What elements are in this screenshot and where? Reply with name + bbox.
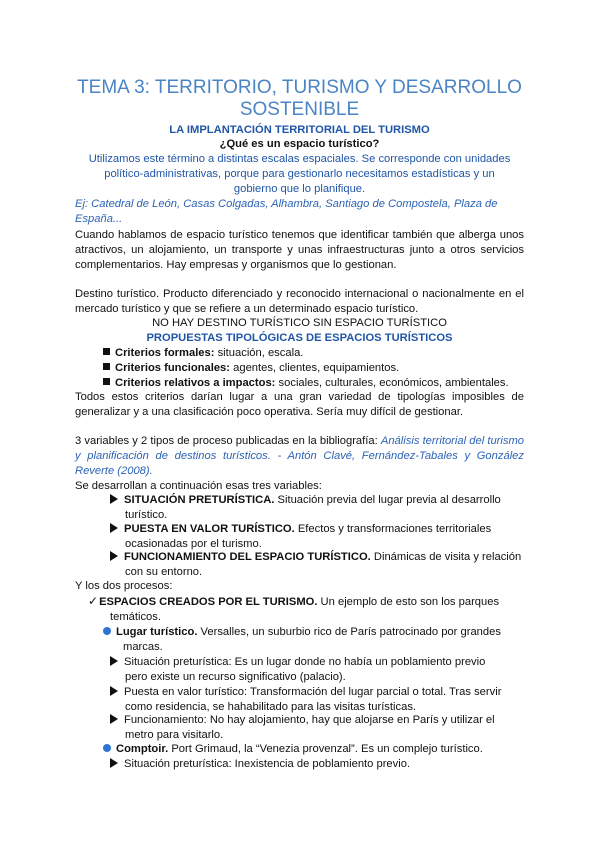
paragraph-espacio: Cuando hablamos de espacio turístico tenemos que identificar también que alberga unos atractivos, un alojamiento, un transporte y unas infraestructuras junto a otros servicios complementarios. Hay empresas y organismos que lo gestionan. xyxy=(75,229,524,271)
comptoir-item: Comptoir. Port Grimaud, la “Venezia provenzal”. Es un complejo turístico. xyxy=(103,742,483,757)
paragraph-criterios: Todos estos criterios darían lugar a una gran variedad de tipologías imposibles de generalizar y a una clasificación poco operativa. Sería muy difícil de gestionar. xyxy=(75,391,524,418)
variables-intro: Se desarrollan a continuación esas tres variables: xyxy=(75,480,322,492)
checkmark-icon: ✓ xyxy=(88,594,99,608)
criteria-item: Criterios funcionales: agentes, clientes, equipamientos. xyxy=(103,361,399,376)
title-line-1: TEMA 3: TERRITORIO, TURISMO Y DESARROLLO xyxy=(77,77,522,98)
lugar-sub-item: Situación preturística: Es un lugar donde no había un poblamiento previo pero existe un recurso significativo (palacio). xyxy=(110,655,524,685)
statement-no-destino: NO HAY DESTINO TURÍSTICO SIN ESPACIO TURÍSTICO xyxy=(152,317,447,329)
variable-item: FUNCIONAMIENTO DEL ESPACIO TURÍSTICO. Dinámicas de visita y relación con su entorno. xyxy=(110,550,524,580)
variable-item: SITUACIÓN PRETURÍSTICA. Situación previa del lugar previa al desarrollo turístico. xyxy=(110,493,524,523)
process-item: ✓ESPACIOS CREADOS POR EL TURISMO. Un ejemplo de esto son los parques temáticos. xyxy=(88,594,500,623)
arrow-bullet-icon xyxy=(110,656,118,666)
arrow-bullet-icon xyxy=(110,714,118,724)
paragraph-bibliografia: 3 variables y 2 tipos de proceso publicadas en la bibliografía: Análisis territorial del turismo y planificación de destinos turísticos. - Antón Clavé, Fernández-Tabales y González Reverte (2008). xyxy=(75,435,525,477)
square-bullet-icon xyxy=(103,378,110,385)
intro-line-1: Utilizamos este término a distintas escalas espaciales. Se corresponde con unidades xyxy=(88,153,511,165)
arrow-bullet-icon xyxy=(110,494,118,504)
square-bullet-icon xyxy=(103,348,110,355)
intro-line-3: gobierno que lo planifique. xyxy=(233,183,366,195)
arrow-bullet-icon xyxy=(110,686,118,696)
title-line-2: SOSTENIBLE xyxy=(239,99,360,120)
square-bullet-icon xyxy=(103,363,110,370)
criteria-item: Criterios formales: situación, escala. xyxy=(103,346,303,361)
examples-line-2: España... xyxy=(75,213,123,225)
circle-bullet-icon xyxy=(103,627,111,635)
section-heading-implantacion: LA IMPLANTACIÓN TERRITORIAL DEL TURISMO xyxy=(169,124,430,136)
arrow-bullet-icon xyxy=(110,523,118,533)
question-heading: ¿Qué es un espacio turístico? xyxy=(219,138,380,150)
paragraph-destino: Destino turístico. Producto diferenciado y reconocido internacional o nacionalmente en el mercado turístico y que se refiere a un determinado espacio turístico. xyxy=(75,288,524,315)
examples-line-1: Ej: Catedral de León, Casas Colgadas, Alhambra, Santiago de Compostela, Plaza de xyxy=(75,198,498,210)
lugar-sub-item: Puesta en valor turístico: Transformación del lugar parcial o total. Tras servir como residencia, se hahabilitado para las visitas turísticas. xyxy=(110,685,524,715)
comptoir-sub-item: Situación preturística: Inexistencia de poblamiento previo. xyxy=(110,757,410,772)
criteria-item: Criterios relativos a impactos: sociales, culturales, económicos, ambientales. xyxy=(103,376,509,391)
document-title xyxy=(60,77,539,121)
arrow-bullet-icon xyxy=(110,551,118,561)
processes-intro: Y los dos procesos: xyxy=(75,580,173,592)
variable-item: PUESTA EN VALOR TURÍSTICO. Efectos y transformaciones territoriales ocasionadas por el turismo. xyxy=(110,522,524,552)
arrow-bullet-icon xyxy=(110,758,118,768)
lugar-turistico-item: Lugar turístico. Versalles, un suburbio rico de París patrocinado por grandes marcas. xyxy=(103,625,524,655)
lugar-sub-item: Funcionamiento: No hay alojamiento, hay que alojarse en París y utilizar el metro para visitarlo. xyxy=(110,713,524,743)
circle-bullet-icon xyxy=(103,744,111,752)
intro-line-2: político-administrativas, porque para gestionarlo necesitamos estadísticas y un xyxy=(104,168,495,180)
section-heading-propuestas: PROPUESTAS TIPOLÓGICAS DE ESPACIOS TURÍSTICOS xyxy=(146,332,453,344)
